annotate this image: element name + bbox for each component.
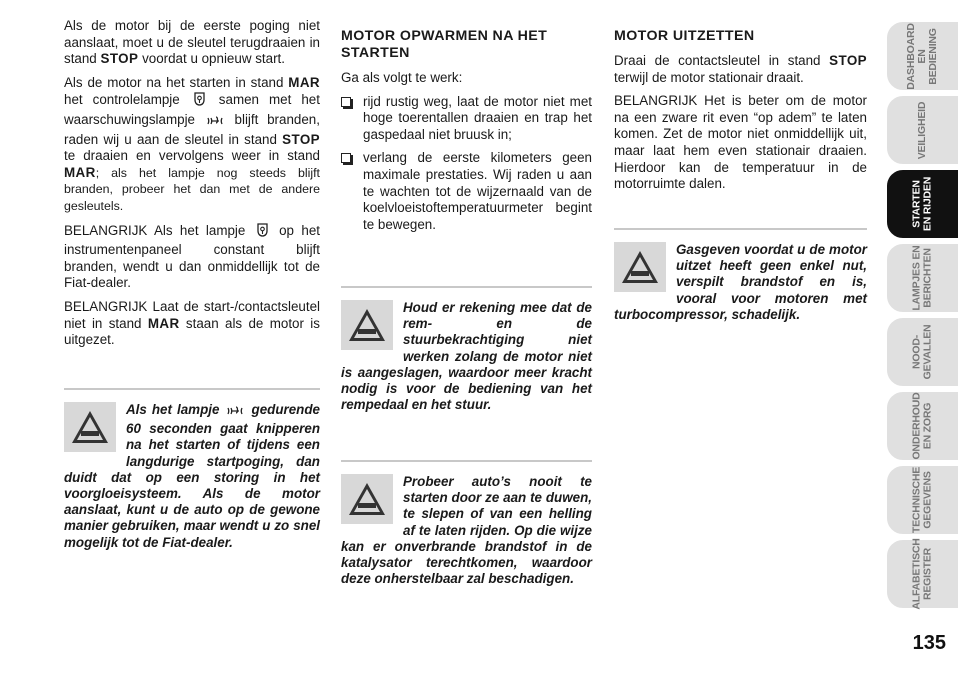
warning-box-push-start: Probeer auto’s nooit te starten door ze aan te duwen, te slepen of van een helling af te laten rijden. Op die wijze kan er onverbrande brandstof in de katalysator terechtkomen, waardoor deze onherstelbaar zal beschadigen. xyxy=(341,460,592,587)
section-heading-warm-up: MOTOR OPWARMEN NA HET STARTEN xyxy=(341,28,548,61)
list-item: verlang de eerste kilometers geen maximale prestaties. Wij raden u aan te wachten tot de wijzernaald van de koelvloeistoftemperatuurmeter begint te bewegen. xyxy=(341,150,592,233)
column-middle xyxy=(341,28,592,240)
warning-box-glow-plug: Als het lampje gedurende 60 seconden gaat knipperen na het starten of tijdens een langdurige startpoging, dan duidt dat op een storing in het voorgloeisysteem. Als de motor aanslaat, kunt u de auto op de gewone manier gebruiken, maar wendt u zo snel mogelijk tot de Fiat-dealer. xyxy=(64,388,320,551)
checkbox-bullet-icon xyxy=(341,153,351,163)
glow-plug-icon xyxy=(206,115,224,132)
divider xyxy=(341,286,592,288)
warning-box-power-assist: Houd er rekening mee dat de rem- en de stuurbekrachtiging niet werken zolang de motor niet is aangeslagen, waardoor meer kracht nodig is voor de bediening van het rempedaal en het stuur. xyxy=(341,286,592,413)
warning-triangle-icon xyxy=(341,474,393,524)
paragraph-important-2: BELANGRIJK Laat de start-/contactsleutel niet in stand MAR staan als de motor is uitgezet. xyxy=(64,298,320,348)
intro-text: Ga als volgt te werk: xyxy=(341,70,463,85)
warning-triangle-icon xyxy=(64,402,116,452)
checkbox-bullet-icon xyxy=(341,97,351,107)
paragraph-restart: Als de motor bij de eerste poging niet aanslaat, moet u de sleutel terugdraaien in stand STOP voordat u opnieuw start. xyxy=(64,18,320,67)
tab-maintenance[interactable]: ONDERHOUD EN ZORG xyxy=(885,390,960,462)
paragraph-important-3: BELANGRIJK Het is beter om de motor na een zware rit even “op adem” te laten komen. Zet de motor niet onmiddellijk uit, maar laat hem even stationair draaien. Hierdoor kan de temperatuur in de motorruimte dalen. xyxy=(614,93,867,192)
column-right xyxy=(614,28,867,200)
paragraph-important-1: BELANGRIJK Als het lampje op het instrumentenpaneel constant blijft branden, wendt u dan onmiddellijk tot de Fiat-dealer. xyxy=(64,222,320,291)
warning-triangle-icon xyxy=(614,242,666,292)
column-left xyxy=(64,18,320,356)
warning-triangle-icon xyxy=(341,300,393,350)
immobilizer-lamp-icon xyxy=(192,91,207,112)
paragraph-engine-off: Draai de contactsleutel in stand STOP terwijl de motor stationair draait. xyxy=(614,53,867,85)
tab-safety[interactable]: VEILIGHEID xyxy=(885,94,960,166)
tab-warning-lights[interactable]: LAMPJES EN BERICHTEN xyxy=(885,242,960,314)
checklist xyxy=(341,94,592,234)
warning-box-throttle: Gasgeven voordat u de motor uitzet heeft geen enkel nut, verspilt brandstof en is, vooral voor motoren met turbocompressor, schadelijk. xyxy=(614,228,867,323)
immobilizer-lamp-icon xyxy=(255,222,270,243)
divider xyxy=(64,388,320,390)
tab-starting-driving[interactable]: STARTEN EN RIJDEN xyxy=(885,168,960,240)
divider xyxy=(341,460,592,462)
tab-index[interactable]: ALFABETISCH REGISTER xyxy=(885,538,960,610)
divider xyxy=(614,228,867,230)
page-number: 135 xyxy=(912,632,946,654)
glow-plug-icon xyxy=(226,405,244,421)
tab-emergencies[interactable]: NOOD- GEVALLEN xyxy=(885,316,960,388)
tab-dashboard[interactable]: DASHBOARD EN BEDIENING xyxy=(885,20,960,92)
paragraph-warning-lamp: Als de motor na het starten in stand MAR het controlelampje samen met het waarschuwingslampje blijft branden, raden wij u aan de sleutel in stand STOP te draaien en vervolgens weer in stand MAR; als het lampje nog steeds blijft branden, probeer het dan met de andere gesleutels. xyxy=(64,74,320,213)
section-heading-engine-off: MOTOR UITZETTEN xyxy=(614,28,755,44)
tab-technical-data[interactable]: TECHNISCHE GEGEVENS xyxy=(885,464,960,536)
list-item: rijd rustig weg, laat de motor niet met hoge toerentallen draaien en trap het gaspedaal niet bruusk in; xyxy=(341,94,592,144)
